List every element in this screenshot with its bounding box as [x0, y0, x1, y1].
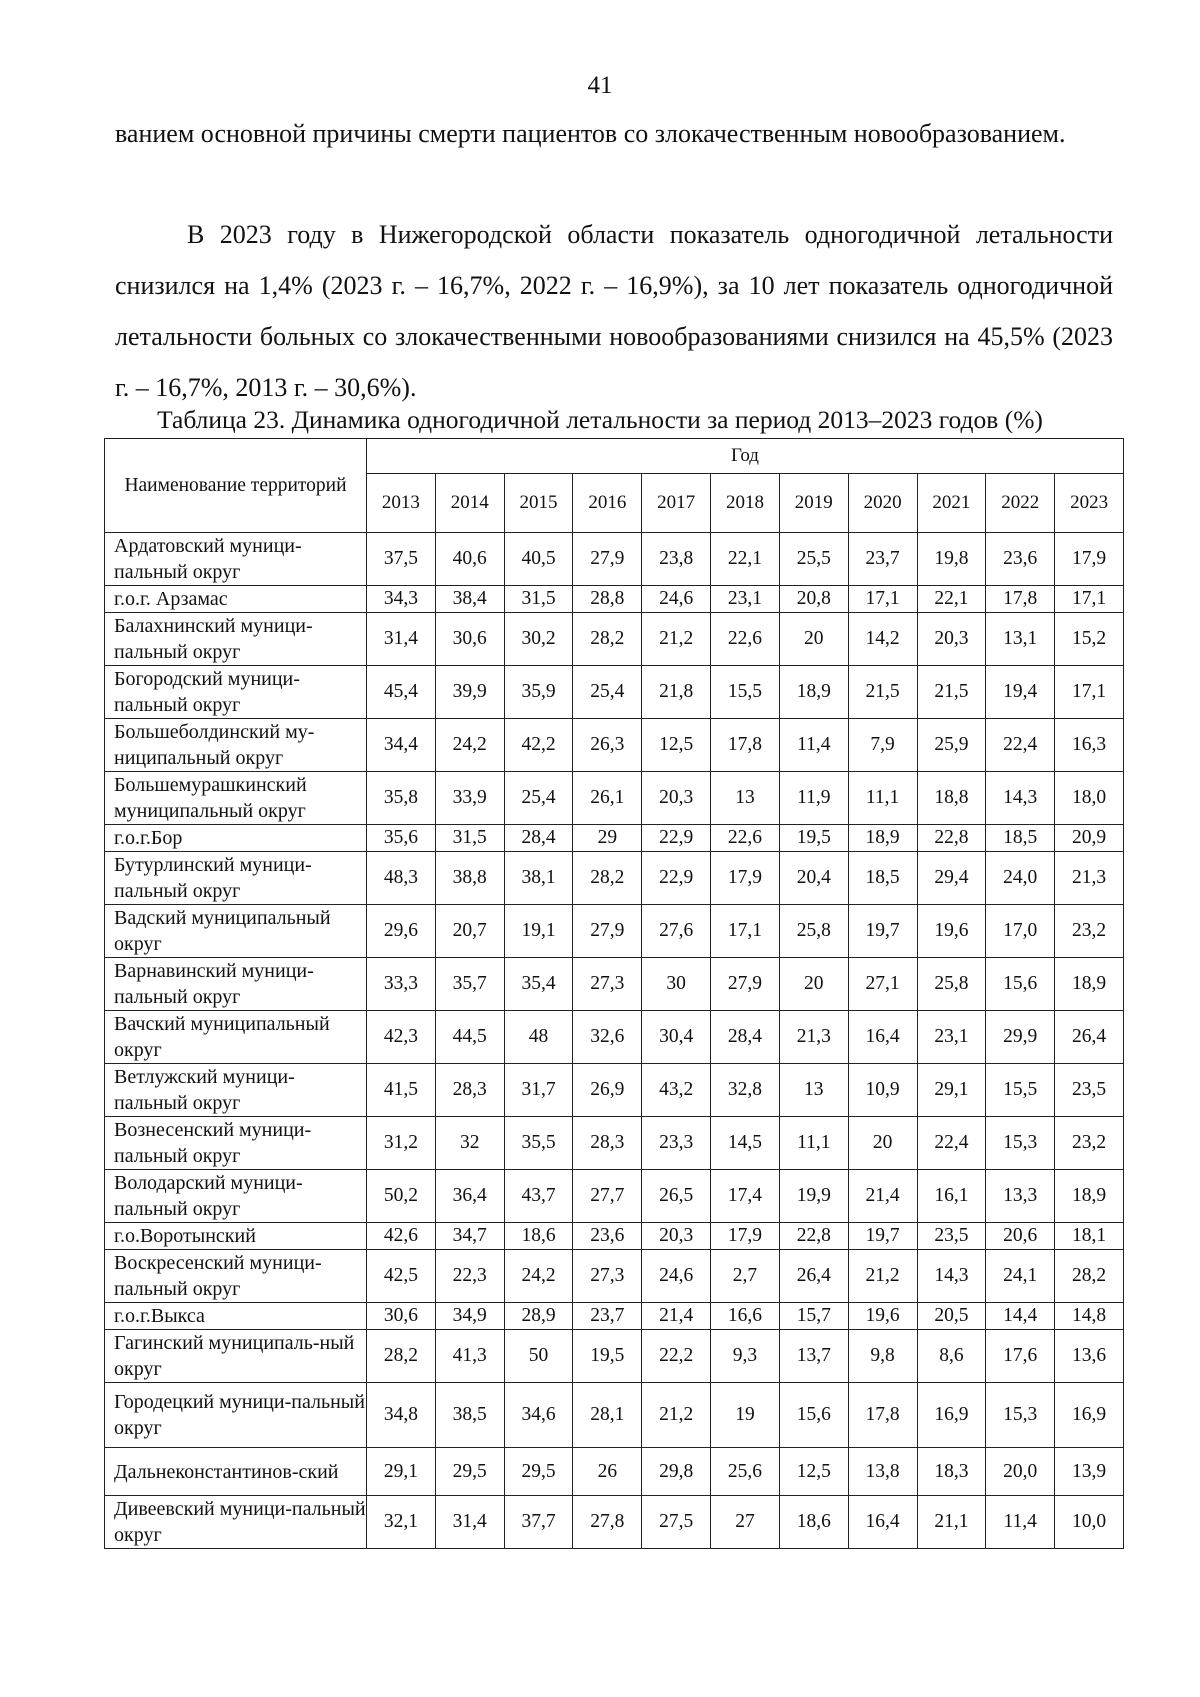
territory-column-header: Наименование территорий: [105, 439, 367, 533]
year-header: 2014: [435, 474, 504, 533]
value-cell: 14,3: [986, 772, 1055, 825]
table-row: [105, 958, 1124, 1011]
value-cell: 31,4: [435, 1496, 504, 1549]
value-cell: 38,1: [504, 852, 573, 905]
value-cell: 29: [573, 825, 642, 852]
value-cell: 20,5: [917, 1303, 986, 1330]
value-cell: 17,1: [711, 905, 780, 958]
value-cell: 32: [435, 1117, 504, 1170]
value-cell: 18,0: [1055, 772, 1124, 825]
value-cell: 13,7: [779, 1330, 848, 1383]
value-cell: 22,2: [642, 1330, 711, 1383]
value-cell: 25,8: [917, 958, 986, 1011]
value-cell: 34,3: [367, 586, 436, 613]
value-cell: 29,1: [917, 1064, 986, 1117]
value-cell: 27: [711, 1496, 780, 1549]
value-cell: 35,6: [367, 825, 436, 852]
value-cell: 27,6: [642, 905, 711, 958]
value-cell: 17,9: [711, 1223, 780, 1250]
value-cell: 17,1: [1055, 666, 1124, 719]
value-cell: 32,6: [573, 1011, 642, 1064]
territory-name: Городецкий муници-пальный округ: [105, 1383, 367, 1448]
year-header: 2022: [986, 474, 1055, 533]
territory-name: Вачский муниципальный округ: [105, 1011, 367, 1064]
value-cell: 13,1: [986, 613, 1055, 666]
table-row: [105, 586, 1124, 613]
territory-name: г.о.Воротынский: [105, 1223, 367, 1250]
territory-name: Бутурлинский муници-пальный округ: [105, 852, 367, 905]
value-cell: 21,5: [848, 666, 917, 719]
value-cell: 28,4: [504, 825, 573, 852]
value-cell: 19,1: [504, 905, 573, 958]
value-cell: 18,9: [1055, 958, 1124, 1011]
value-cell: 17,0: [986, 905, 1055, 958]
value-cell: 30,4: [642, 1011, 711, 1064]
value-cell: 19,5: [779, 825, 848, 852]
year-header: 2018: [711, 474, 780, 533]
value-cell: 19,6: [848, 1303, 917, 1330]
value-cell: 50: [504, 1330, 573, 1383]
value-cell: 15,3: [986, 1117, 1055, 1170]
value-cell: 28,4: [711, 1011, 780, 1064]
value-cell: 22,1: [917, 586, 986, 613]
table-row: [105, 1250, 1124, 1303]
value-cell: 21,3: [779, 1011, 848, 1064]
value-cell: 27,9: [573, 905, 642, 958]
value-cell: 10,9: [848, 1064, 917, 1117]
value-cell: 22,6: [711, 825, 780, 852]
value-cell: 23,1: [711, 586, 780, 613]
value-cell: 27,9: [711, 958, 780, 1011]
table-row: [105, 1496, 1124, 1549]
value-cell: 8,6: [917, 1330, 986, 1383]
value-cell: 38,4: [435, 586, 504, 613]
value-cell: 42,5: [367, 1250, 436, 1303]
value-cell: 18,9: [779, 666, 848, 719]
value-cell: 20,3: [917, 613, 986, 666]
territory-name: г.о.г. Арзамас: [105, 586, 367, 613]
value-cell: 23,7: [848, 533, 917, 586]
year-header: 2019: [779, 474, 848, 533]
value-cell: 12,5: [642, 719, 711, 772]
value-cell: 34,4: [367, 719, 436, 772]
value-cell: 18,6: [779, 1496, 848, 1549]
value-cell: 20,9: [1055, 825, 1124, 852]
value-cell: 24,6: [642, 586, 711, 613]
value-cell: 25,4: [504, 772, 573, 825]
value-cell: 28,2: [573, 852, 642, 905]
value-cell: 18,9: [848, 825, 917, 852]
paragraph-main: В 2023 году в Нижегородской области показатель одногодичной летальности снизился на 1,4% (2023 г. – 16,7%, 2022 г. – 16,9%), за 10 лет показатель одногодичной летальности больных со злокачественными новообразованиями снизился на 45,5% (2023 г. – 16,7%, 2013 г. – 30,6%).: [115, 220, 1113, 402]
value-cell: 9,3: [711, 1330, 780, 1383]
value-cell: 32,1: [367, 1496, 436, 1549]
value-cell: 34,8: [367, 1383, 436, 1448]
value-cell: 29,9: [986, 1011, 1055, 1064]
value-cell: 30,2: [504, 613, 573, 666]
table-row: [105, 1170, 1124, 1223]
value-cell: 20: [848, 1117, 917, 1170]
table-row: [105, 613, 1124, 666]
value-cell: 50,2: [367, 1170, 436, 1223]
territory-name: Ветлужский муници-пальный округ: [105, 1064, 367, 1117]
value-cell: 28,9: [504, 1303, 573, 1330]
value-cell: 25,8: [779, 905, 848, 958]
value-cell: 10,0: [1055, 1496, 1124, 1549]
value-cell: 13,8: [848, 1448, 917, 1496]
value-cell: 33,3: [367, 958, 436, 1011]
value-cell: 19,9: [779, 1170, 848, 1223]
value-cell: 11,9: [779, 772, 848, 825]
value-cell: 48: [504, 1011, 573, 1064]
value-cell: 30,6: [367, 1303, 436, 1330]
value-cell: 17,9: [1055, 533, 1124, 586]
table-row: [105, 1330, 1124, 1383]
value-cell: 22,8: [917, 825, 986, 852]
value-cell: 16,1: [917, 1170, 986, 1223]
territory-name: Вадский муниципальный округ: [105, 905, 367, 958]
value-cell: 26,4: [1055, 1011, 1124, 1064]
value-cell: 29,6: [367, 905, 436, 958]
value-cell: 27,9: [573, 533, 642, 586]
value-cell: 27,3: [573, 1250, 642, 1303]
value-cell: 21,8: [642, 666, 711, 719]
value-cell: 28,3: [435, 1064, 504, 1117]
territory-name: Гагинский муниципаль-ный округ: [105, 1330, 367, 1383]
value-cell: 9,8: [848, 1330, 917, 1383]
value-cell: 20,3: [642, 1223, 711, 1250]
value-cell: 36,4: [435, 1170, 504, 1223]
territory-name: Воскресенский муници-пальный округ: [105, 1250, 367, 1303]
value-cell: 28,8: [573, 586, 642, 613]
year-header: 2023: [1055, 474, 1124, 533]
table-row: [105, 719, 1124, 772]
value-cell: 34,7: [435, 1223, 504, 1250]
value-cell: 25,4: [573, 666, 642, 719]
value-cell: 43,7: [504, 1170, 573, 1223]
value-cell: 26,4: [779, 1250, 848, 1303]
page-number: 41: [587, 72, 613, 99]
year-group-header: Год: [367, 439, 1124, 474]
value-cell: 22,4: [986, 719, 1055, 772]
value-cell: 22,6: [711, 613, 780, 666]
value-cell: 28,2: [573, 613, 642, 666]
value-cell: 34,6: [504, 1383, 573, 1448]
year-header: 2020: [848, 474, 917, 533]
value-cell: 37,7: [504, 1496, 573, 1549]
value-cell: 20: [779, 958, 848, 1011]
value-cell: 24,1: [986, 1250, 1055, 1303]
value-cell: 15,3: [986, 1383, 1055, 1448]
value-cell: 16,3: [1055, 719, 1124, 772]
value-cell: 15,6: [779, 1383, 848, 1448]
value-cell: 21,1: [917, 1496, 986, 1549]
value-cell: 11,4: [986, 1496, 1055, 1549]
territory-name: Володарский муници-пальный округ: [105, 1170, 367, 1223]
table-row: [105, 1303, 1124, 1330]
value-cell: 23,1: [917, 1011, 986, 1064]
value-cell: 2,7: [711, 1250, 780, 1303]
value-cell: 17,8: [711, 719, 780, 772]
value-cell: 26,3: [573, 719, 642, 772]
value-cell: 25,9: [917, 719, 986, 772]
value-cell: 17,8: [848, 1383, 917, 1448]
value-cell: 31,5: [435, 825, 504, 852]
value-cell: 42,3: [367, 1011, 436, 1064]
value-cell: 25,5: [779, 533, 848, 586]
territory-name: г.о.г.Бор: [105, 825, 367, 852]
value-cell: 31,2: [367, 1117, 436, 1170]
value-cell: 22,8: [779, 1223, 848, 1250]
value-cell: 26,9: [573, 1064, 642, 1117]
value-cell: 19: [711, 1383, 780, 1448]
value-cell: 22,9: [642, 825, 711, 852]
value-cell: 20,4: [779, 852, 848, 905]
value-cell: 33,9: [435, 772, 504, 825]
value-cell: 40,5: [504, 533, 573, 586]
value-cell: 42,2: [504, 719, 573, 772]
value-cell: 27,8: [573, 1496, 642, 1549]
table-row: [105, 1383, 1124, 1448]
value-cell: 14,2: [848, 613, 917, 666]
value-cell: 22,9: [642, 852, 711, 905]
year-header: 2017: [642, 474, 711, 533]
territory-name: Вознесенский муници-пальный округ: [105, 1117, 367, 1170]
value-cell: 29,1: [367, 1448, 436, 1496]
value-cell: 27,7: [573, 1170, 642, 1223]
year-header: 2013: [367, 474, 436, 533]
value-cell: 20: [779, 613, 848, 666]
value-cell: 45,4: [367, 666, 436, 719]
value-cell: 16,4: [848, 1011, 917, 1064]
value-cell: 32,8: [711, 1064, 780, 1117]
value-cell: 42,6: [367, 1223, 436, 1250]
value-cell: 28,3: [573, 1117, 642, 1170]
value-cell: 31,7: [504, 1064, 573, 1117]
value-cell: 39,9: [435, 666, 504, 719]
table-row: [105, 1011, 1124, 1064]
value-cell: 35,7: [435, 958, 504, 1011]
value-cell: 16,6: [711, 1303, 780, 1330]
value-cell: 17,1: [848, 586, 917, 613]
value-cell: 22,1: [711, 533, 780, 586]
value-cell: 23,5: [917, 1223, 986, 1250]
value-cell: 22,4: [917, 1117, 986, 1170]
value-cell: 19,7: [848, 905, 917, 958]
value-cell: 35,4: [504, 958, 573, 1011]
value-cell: 17,1: [1055, 586, 1124, 613]
year-header: 2021: [917, 474, 986, 533]
value-cell: 20,3: [642, 772, 711, 825]
value-cell: 17,8: [986, 586, 1055, 613]
table-caption: Таблица 23. Динамика одногодичной летальности за период 2013–2023 годов (%): [157, 405, 1043, 434]
value-cell: 18,9: [1055, 1170, 1124, 1223]
value-cell: 23,6: [573, 1223, 642, 1250]
territory-name: г.о.г.Выкса: [105, 1303, 367, 1330]
table-row: [105, 533, 1124, 586]
value-cell: 11,1: [779, 1117, 848, 1170]
year-header: 2016: [573, 474, 642, 533]
value-cell: 18,3: [917, 1448, 986, 1496]
territory-name: Большеболдинский му-ниципальный округ: [105, 719, 367, 772]
value-cell: 23,3: [642, 1117, 711, 1170]
value-cell: 17,4: [711, 1170, 780, 1223]
value-cell: 18,6: [504, 1223, 573, 1250]
value-cell: 16,9: [917, 1383, 986, 1448]
value-cell: 21,4: [642, 1303, 711, 1330]
table-row: [105, 825, 1124, 852]
value-cell: 24,2: [504, 1250, 573, 1303]
value-cell: 24,6: [642, 1250, 711, 1303]
value-cell: 37,5: [367, 533, 436, 586]
value-cell: 14,4: [986, 1303, 1055, 1330]
value-cell: 21,5: [917, 666, 986, 719]
value-cell: 18,8: [917, 772, 986, 825]
value-cell: 23,2: [1055, 1117, 1124, 1170]
value-cell: 26: [573, 1448, 642, 1496]
value-cell: 23,7: [573, 1303, 642, 1330]
value-cell: 23,6: [986, 533, 1055, 586]
value-cell: 12,5: [779, 1448, 848, 1496]
value-cell: 30,6: [435, 613, 504, 666]
value-cell: 18,5: [986, 825, 1055, 852]
value-cell: 19,4: [986, 666, 1055, 719]
value-cell: 15,2: [1055, 613, 1124, 666]
value-cell: 21,2: [642, 613, 711, 666]
value-cell: 13,9: [1055, 1448, 1124, 1496]
value-cell: 35,5: [504, 1117, 573, 1170]
value-cell: 35,9: [504, 666, 573, 719]
value-cell: 24,2: [435, 719, 504, 772]
value-cell: 29,5: [435, 1448, 504, 1496]
value-cell: 11,4: [779, 719, 848, 772]
value-cell: 43,2: [642, 1064, 711, 1117]
value-cell: 48,3: [367, 852, 436, 905]
value-cell: 27,1: [848, 958, 917, 1011]
value-cell: 14,5: [711, 1117, 780, 1170]
value-cell: 41,3: [435, 1330, 504, 1383]
paragraph-continuation: ванием основной причины смерти пациентов со злокачественным новообразованием.: [115, 119, 1066, 148]
table-row: [105, 1117, 1124, 1170]
value-cell: 25,6: [711, 1448, 780, 1496]
territory-name: Ардатовский муници-пальный округ: [105, 533, 367, 586]
value-cell: 20,7: [435, 905, 504, 958]
value-cell: 17,6: [986, 1330, 1055, 1383]
value-cell: 18,5: [848, 852, 917, 905]
value-cell: 19,6: [917, 905, 986, 958]
value-cell: 17,9: [711, 852, 780, 905]
value-cell: 18,1: [1055, 1223, 1124, 1250]
value-cell: 28,2: [367, 1330, 436, 1383]
value-cell: 26,5: [642, 1170, 711, 1223]
value-cell: 41,5: [367, 1064, 436, 1117]
value-cell: 26,1: [573, 772, 642, 825]
value-cell: 29,8: [642, 1448, 711, 1496]
value-cell: 19,8: [917, 533, 986, 586]
table-row: [105, 772, 1124, 825]
territory-name: Большемурашкинский муниципальный округ: [105, 772, 367, 825]
value-cell: 23,2: [1055, 905, 1124, 958]
value-cell: 23,5: [1055, 1064, 1124, 1117]
value-cell: 35,8: [367, 772, 436, 825]
value-cell: 15,5: [711, 666, 780, 719]
value-cell: 44,5: [435, 1011, 504, 1064]
value-cell: 20,0: [986, 1448, 1055, 1496]
table-row: [105, 1448, 1124, 1496]
table-row: [105, 905, 1124, 958]
value-cell: 19,5: [573, 1330, 642, 1383]
value-cell: 40,6: [435, 533, 504, 586]
value-cell: 34,9: [435, 1303, 504, 1330]
year-header: 2015: [504, 474, 573, 533]
territory-name: Дивеевский муници-пальный округ: [105, 1496, 367, 1549]
value-cell: 15,5: [986, 1064, 1055, 1117]
value-cell: 38,5: [435, 1383, 504, 1448]
table-row: [105, 1064, 1124, 1117]
table-row: [105, 852, 1124, 905]
value-cell: 13: [779, 1064, 848, 1117]
value-cell: 13: [711, 772, 780, 825]
territory-name: Варнавинский муници-пальный округ: [105, 958, 367, 1011]
value-cell: 15,7: [779, 1303, 848, 1330]
value-cell: 14,8: [1055, 1303, 1124, 1330]
value-cell: 31,5: [504, 586, 573, 613]
value-cell: 29,4: [917, 852, 986, 905]
value-cell: 28,1: [573, 1383, 642, 1448]
value-cell: 7,9: [848, 719, 917, 772]
value-cell: 38,8: [435, 852, 504, 905]
value-cell: 13,6: [1055, 1330, 1124, 1383]
value-cell: 29,5: [504, 1448, 573, 1496]
table-row: [105, 1223, 1124, 1250]
territory-name: Балахнинский муници-пальный округ: [105, 613, 367, 666]
value-cell: 20,6: [986, 1223, 1055, 1250]
value-cell: 22,3: [435, 1250, 504, 1303]
value-cell: 19,7: [848, 1223, 917, 1250]
value-cell: 24,0: [986, 852, 1055, 905]
table-row: [105, 666, 1124, 719]
value-cell: 21,3: [1055, 852, 1124, 905]
territory-name: Дальнеконстантинов-ский: [105, 1448, 367, 1496]
value-cell: 27,5: [642, 1496, 711, 1549]
value-cell: 14,3: [917, 1250, 986, 1303]
value-cell: 31,4: [367, 613, 436, 666]
value-cell: 20,8: [779, 586, 848, 613]
value-cell: 23,8: [642, 533, 711, 586]
value-cell: 21,2: [642, 1383, 711, 1448]
value-cell: 21,2: [848, 1250, 917, 1303]
value-cell: 28,2: [1055, 1250, 1124, 1303]
value-cell: 30: [642, 958, 711, 1011]
value-cell: 11,1: [848, 772, 917, 825]
value-cell: 16,4: [848, 1496, 917, 1549]
value-cell: 15,6: [986, 958, 1055, 1011]
value-cell: 27,3: [573, 958, 642, 1011]
value-cell: 21,4: [848, 1170, 917, 1223]
value-cell: 16,9: [1055, 1383, 1124, 1448]
territory-name: Богородский муници-пальный округ: [105, 666, 367, 719]
lethality-table: [104, 438, 1124, 1549]
value-cell: 13,3: [986, 1170, 1055, 1223]
